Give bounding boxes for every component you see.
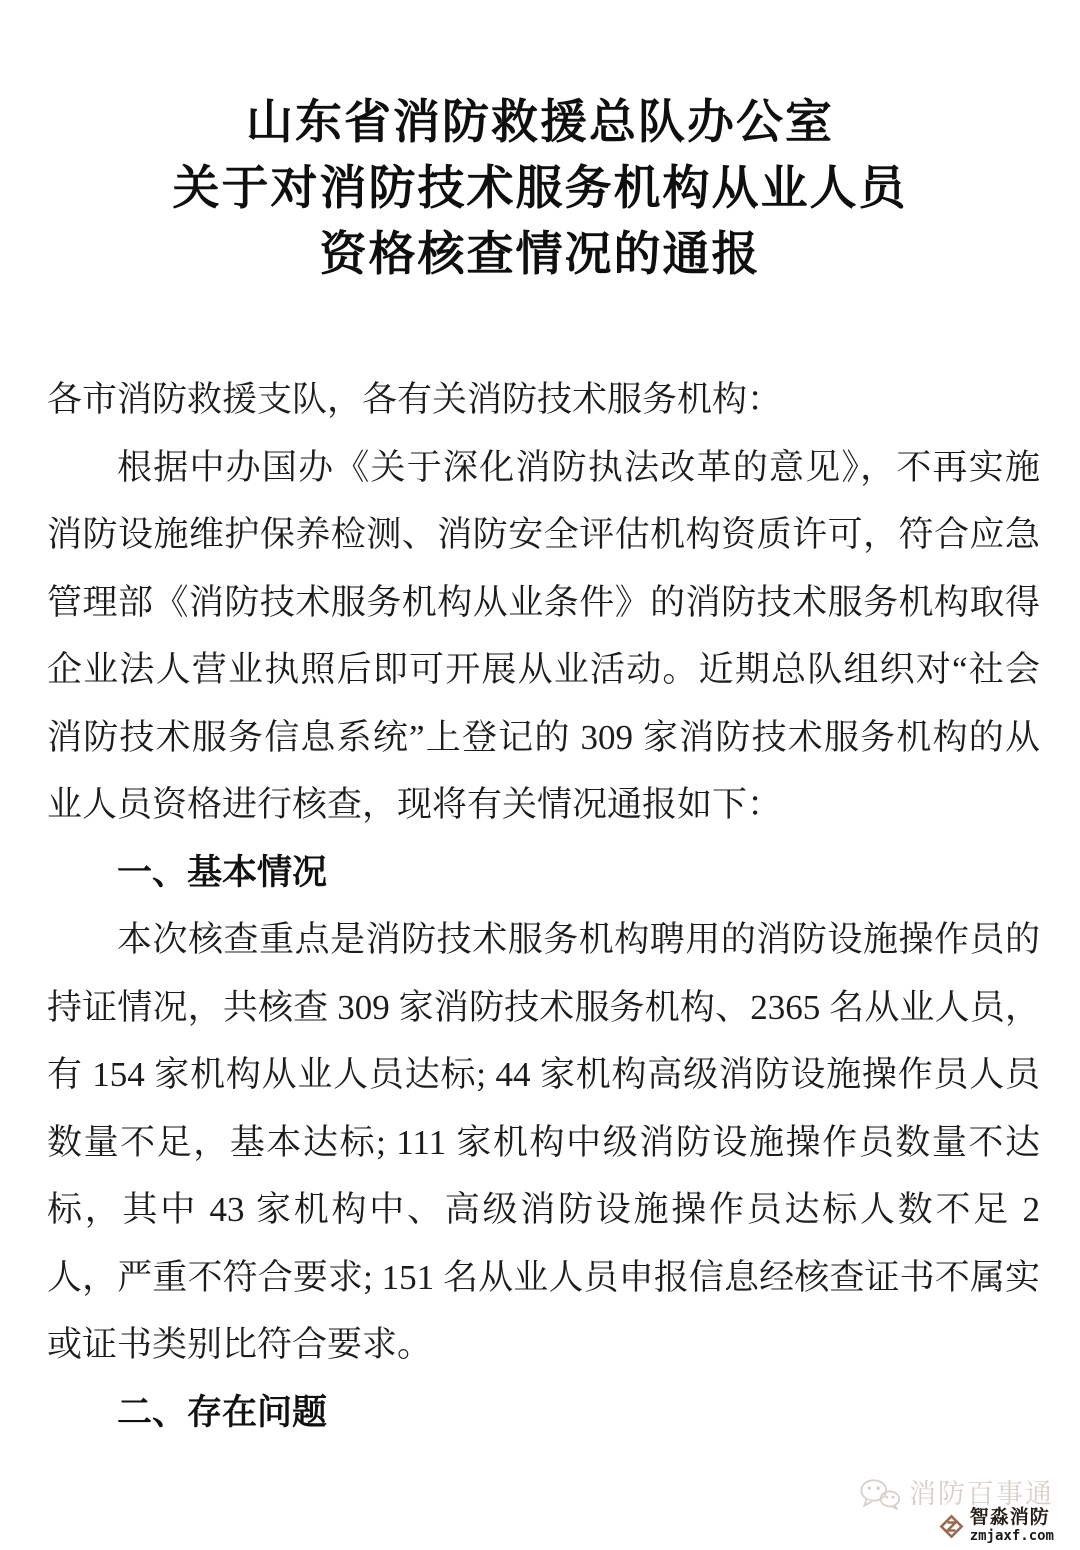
document-title	[0, 90, 1080, 288]
brand-watermark	[858, 1478, 1054, 1510]
zhimiao-text-block	[970, 1508, 1054, 1544]
title-line-1: 山东省消防救援总队办公室	[246, 97, 834, 149]
title-line-3: 资格核查情况的通报	[319, 229, 761, 281]
paragraph-background: 根据中办国办《关于深化消防执法改革的意见》，不再实施消防设施维护保养检测、消防安全评估机构资质许可，符合应急管理部《消防技术服务机构从业条件》的消防技术服务机构取得企业法人营业执照后即可开展从业活动。近期总队组织对“社会消防技术服务信息系统”上登记的 309 家消防技术服务机构的从业人员资格进行核查，现将有关情况通报如下：	[47, 447, 1040, 824]
zhimiao-site: zmjaxf.com	[969, 1528, 1054, 1544]
paragraph-findings: 本次核查重点是消防技术服务机构聘用的消防设施操作员的持证情况，共核查 309 家消防技术服务机构、2365 名从业人员，有 154 家机构从业人员达标; 44 家机构高级消防设施操作员人员数量不足，基本达标; 111 家机构中级消防设施操作员数量不达标，其中 43 家机构中、高级消防设施操作员达标人数不足 2 人，严重不符合要求; 151 名从业人员申报信息经核查证书不属实或证书类别比符合要求。	[47, 920, 1040, 1364]
wechat-icon	[858, 1478, 902, 1510]
watermark-area	[858, 1478, 1054, 1544]
salutation-line: 各市消防救援支队，各有关消防技术服务机构：	[47, 380, 783, 419]
section-heading-existing-problems: 二、存在问题	[117, 1392, 328, 1432]
section-heading-basic-situation: 一、基本情况	[117, 852, 328, 892]
title-line-2: 关于对消防技术服务机构从业人员	[172, 163, 908, 215]
zhimiao-diamond-icon	[939, 1514, 964, 1539]
zhimiao-name: 智淼消防	[969, 1507, 1050, 1528]
document-body	[0, 366, 1080, 1446]
zhimiao-logo-block	[939, 1508, 1054, 1544]
brand-watermark-text: 消防百事通	[909, 1479, 1054, 1509]
